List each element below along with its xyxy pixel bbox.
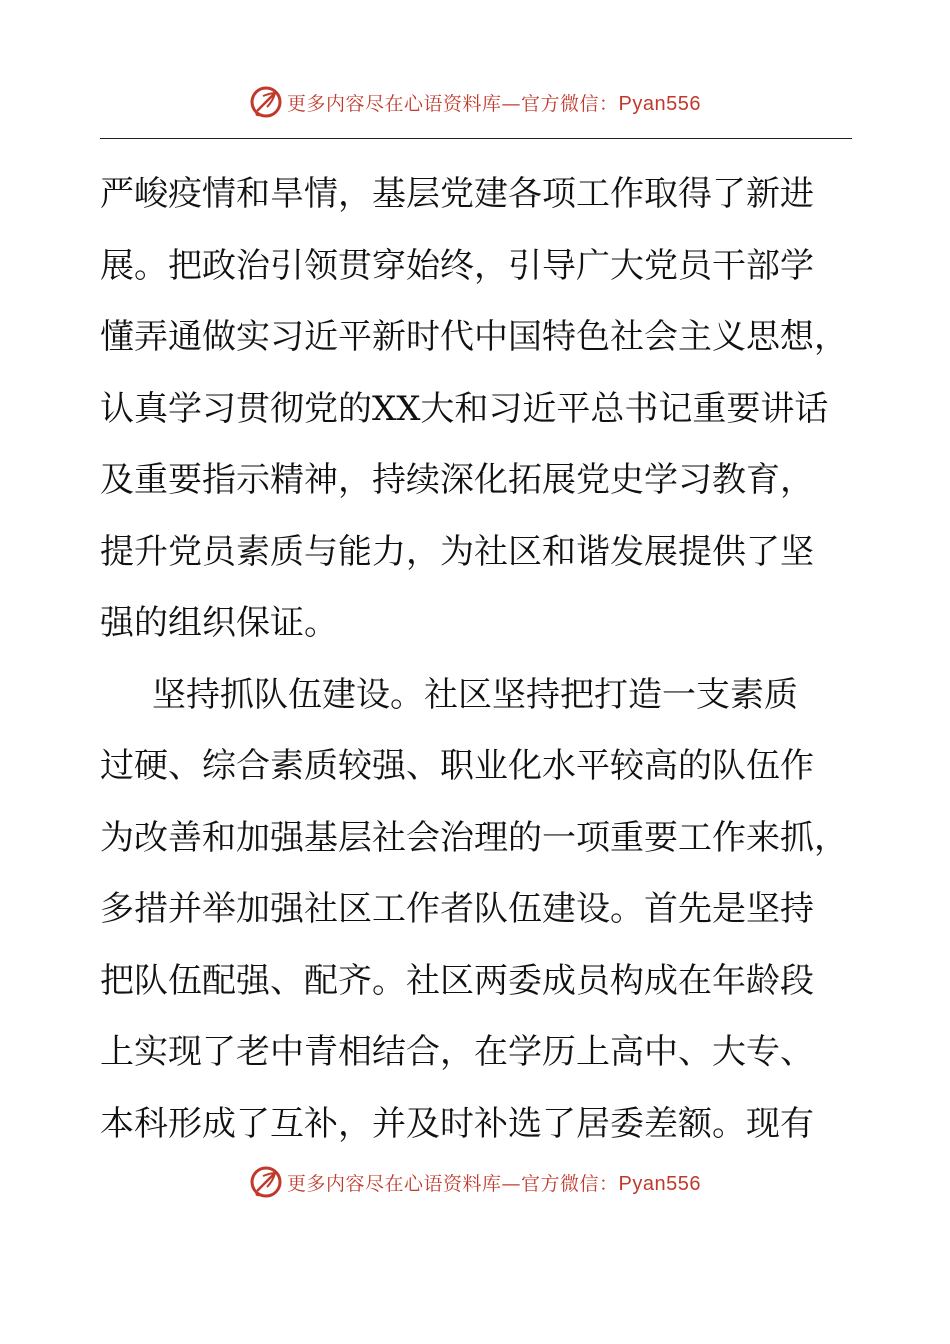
text-line: 把队伍配强、配齐。社区两委成员构成在年龄段: [100, 960, 814, 1001]
text-line: 本科形成了互补，并及时补选了居委差额。现有: [100, 1103, 814, 1144]
text-line: 展。把政治引领贯穿始终，引导广大党员干部学: [100, 245, 814, 286]
header-banner-separator: —: [501, 92, 522, 115]
footer-banner-separator: —: [501, 1172, 522, 1195]
header-banner-text: [287, 89, 701, 116]
quill-logo-icon: [249, 1165, 283, 1199]
header-banner-id: Pyan556: [618, 92, 701, 115]
text-line: 为改善和加强基层社会治理的一项重要工作来抓，: [100, 817, 848, 858]
text-line: 懂弄通做实习近平新时代中国特色社会主义思想，: [100, 317, 848, 357]
quill-logo-icon: [249, 85, 283, 119]
text-line: 提升党员素质与能力，为社区和谐发展提供了坚: [100, 531, 814, 572]
text-line: 严峻疫情和旱情，基层党建各项工作取得了新进: [100, 174, 814, 214]
text-line: 过硬、综合素质较强、职业化水平较高的队伍作: [100, 746, 814, 786]
footer-banner-text: [287, 1169, 701, 1196]
text-line: 坚持抓队伍建设。社区坚持把打造一支素质: [152, 674, 798, 715]
header-banner-label: 官方微信：: [521, 92, 619, 115]
text-line: 强的组织保证。: [100, 603, 338, 643]
footer-banner-label: 官方微信：: [521, 1172, 619, 1195]
footer-banner: [0, 1162, 950, 1202]
text-line: 上实现了老中青相结合，在学历上高中、大专、: [100, 1032, 814, 1072]
text-line: 多措并举加强社区工作者队伍建设。首先是坚持: [100, 889, 814, 929]
document-body: [100, 159, 852, 1160]
footer-banner-title: 更多内容尽在心语资料库: [287, 1172, 502, 1195]
text-line: 认真学习贯彻党的XX大和习近平总书记重要讲话: [100, 388, 829, 429]
footer-banner-id: Pyan556: [618, 1172, 701, 1195]
text-line: 及重要指示精神，持续深化拓展党史学习教育，: [100, 460, 814, 500]
header-divider: [100, 138, 852, 139]
header-banner-title: 更多内容尽在心语资料库: [287, 92, 502, 115]
header-banner: [0, 82, 950, 122]
